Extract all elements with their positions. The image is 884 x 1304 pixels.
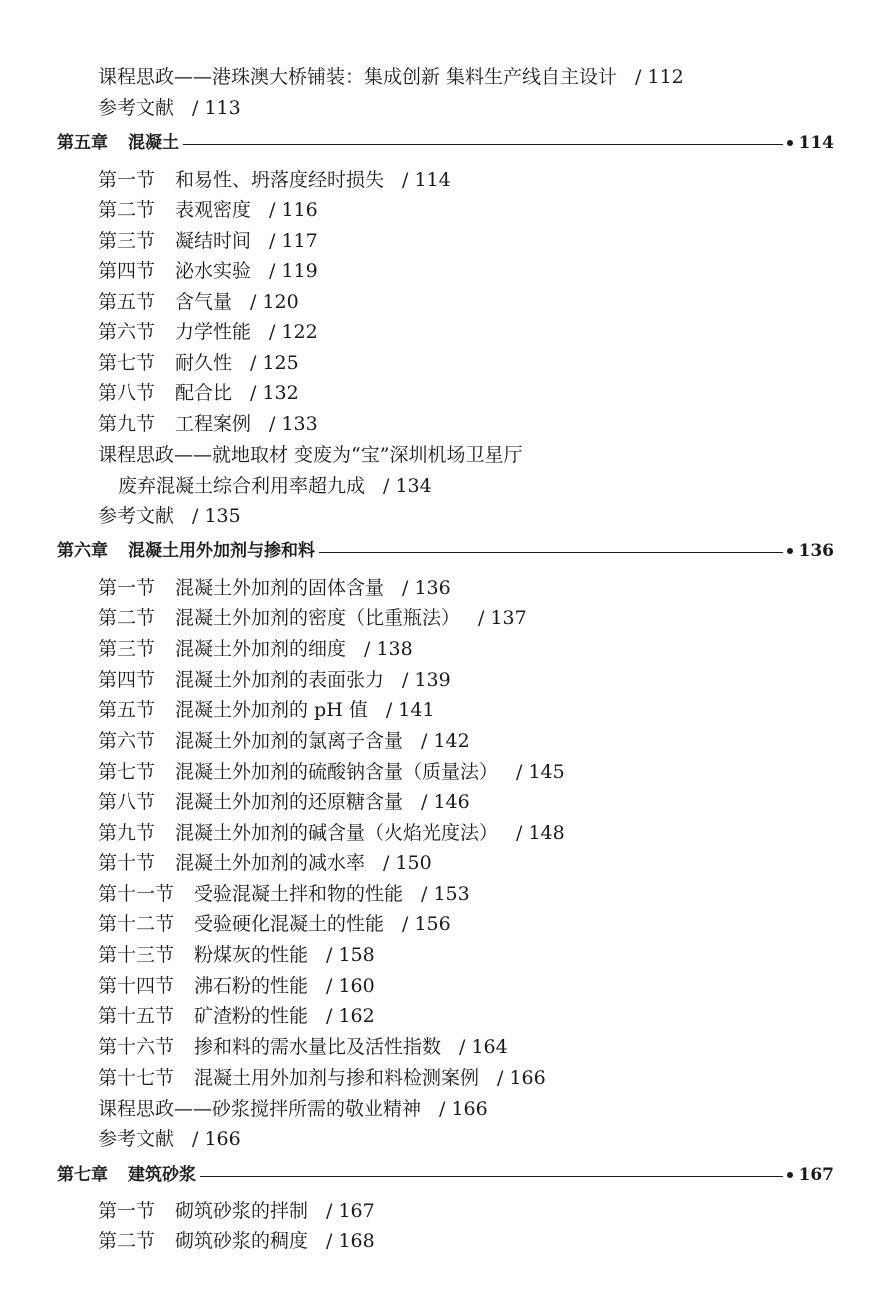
toc-entry[interactable] <box>98 699 435 721</box>
page-reference: / 125 <box>250 352 299 374</box>
page-reference: / 166 <box>497 1067 546 1089</box>
toc-entry[interactable] <box>98 913 451 935</box>
toc-entry[interactable] <box>98 66 684 88</box>
section-number: 第二节 <box>98 199 156 221</box>
toc-entry[interactable] <box>98 97 241 119</box>
chapter-heading[interactable] <box>57 132 834 154</box>
leader-dot <box>787 548 793 554</box>
page-reference: / 158 <box>326 944 375 966</box>
section-title: 表观密度 <box>175 199 252 221</box>
page-reference: / 116 <box>269 199 318 221</box>
page-reference: / 120 <box>250 291 299 313</box>
section-number: 第七节 <box>98 761 156 783</box>
page-reference: / 135 <box>192 505 241 527</box>
page-reference: / 160 <box>326 975 375 997</box>
toc-entry[interactable] <box>98 230 318 252</box>
section-number: 第十一节 <box>98 883 175 905</box>
section-title: 混凝土外加剂的氯离子含量 <box>175 730 404 752</box>
leader-dot <box>787 140 793 146</box>
section-title: 混凝土外加剂的细度 <box>175 638 347 660</box>
toc-entry[interactable] <box>98 1128 241 1150</box>
page-reference: / 164 <box>459 1036 508 1058</box>
section-number: 第九节 <box>98 822 156 844</box>
page-reference: / 148 <box>516 822 565 844</box>
section-title: 混凝土外加剂的减水率 <box>175 852 366 874</box>
section-title: 力学性能 <box>175 321 252 343</box>
section-title: 砌筑砂浆的稠度 <box>175 1230 309 1252</box>
toc-entry[interactable] <box>98 852 432 874</box>
section-number: 第二节 <box>98 1230 156 1252</box>
chapter-number: 第六章 <box>57 541 108 561</box>
toc-entry[interactable] <box>98 638 413 660</box>
toc-entry[interactable] <box>98 505 241 527</box>
page-reference: / 122 <box>269 321 318 343</box>
toc-entry[interactable] <box>98 169 451 191</box>
page-reference: / 153 <box>421 883 470 905</box>
section-title: 混凝土外加剂的碱含量（火焰光度法） <box>175 822 499 844</box>
leader-line <box>319 552 783 553</box>
section-title: 受验混凝土拌和物的性能 <box>194 883 404 905</box>
section-number: 第十五节 <box>98 1005 175 1027</box>
section-title: 掺和料的需水量比及活性指数 <box>194 1036 442 1058</box>
toc-entry[interactable] <box>98 352 299 374</box>
section-number: 第五节 <box>98 291 156 313</box>
chapter-page-number: 167 <box>798 1165 834 1185</box>
toc-entry[interactable] <box>98 413 318 435</box>
section-title: 含气量 <box>175 291 233 313</box>
toc-entry[interactable] <box>98 607 527 629</box>
section-number: 第八节 <box>98 791 156 813</box>
section-number: 第三节 <box>98 638 156 660</box>
section-title: 混凝土外加剂的表面张力 <box>175 669 385 691</box>
section-title: 废弃混凝土综合利用率超九成 <box>118 475 366 497</box>
page-reference: / 156 <box>402 913 451 935</box>
chapter-page-number: 136 <box>798 541 834 561</box>
section-title: 参考文献 <box>98 97 175 119</box>
chapter-title: 混凝土用外加剂与掺和料 <box>128 541 315 561</box>
section-title: 混凝土外加剂的硫酸钠含量（质量法） <box>175 761 499 783</box>
chapter-page-number: 114 <box>798 133 834 153</box>
chapter-title: 混凝土 <box>128 133 179 153</box>
section-number: 第十六节 <box>98 1036 175 1058</box>
section-number: 第四节 <box>98 669 156 691</box>
section-number: 第五节 <box>98 699 156 721</box>
page-reference: / 113 <box>192 97 241 119</box>
section-number: 第十七节 <box>98 1067 175 1089</box>
page-reference: / 114 <box>402 169 451 191</box>
page-reference: / 162 <box>326 1005 375 1027</box>
toc-entry[interactable] <box>98 1036 508 1058</box>
leader-dot <box>787 1172 793 1178</box>
section-number: 第一节 <box>98 169 156 191</box>
section-number: 第二节 <box>98 607 156 629</box>
section-title: 矿渣粉的性能 <box>194 1005 309 1027</box>
section-title: 耐久性 <box>175 352 233 374</box>
section-title: 受验硬化混凝土的性能 <box>194 913 385 935</box>
toc-entry[interactable] <box>98 669 451 691</box>
chapter-heading[interactable] <box>57 540 834 562</box>
page-reference: / 137 <box>478 607 527 629</box>
section-number: 第四节 <box>98 260 156 282</box>
section-number: 第一节 <box>98 577 156 599</box>
section-title: 混凝土外加剂的固体含量 <box>175 577 385 599</box>
section-title: 配合比 <box>175 382 233 404</box>
section-title: 凝结时间 <box>175 230 252 252</box>
section-number: 第三节 <box>98 230 156 252</box>
leader-line <box>200 1176 783 1177</box>
section-title: 参考文献 <box>98 1128 175 1150</box>
toc-entry[interactable] <box>98 944 375 966</box>
page-reference: / 138 <box>364 638 413 660</box>
toc-entry[interactable] <box>98 730 470 752</box>
chapter-title: 建筑砂浆 <box>128 1165 196 1185</box>
section-number: 第十节 <box>98 852 156 874</box>
section-title: 沸石粉的性能 <box>194 975 309 997</box>
toc-entry[interactable] <box>98 1200 375 1222</box>
page-reference: / 146 <box>421 791 470 813</box>
section-title: 和易性、坍落度经时损失 <box>175 169 385 191</box>
toc-entry[interactable] <box>98 1005 375 1027</box>
toc-entry[interactable] <box>98 577 451 599</box>
chapter-heading[interactable] <box>57 1164 834 1186</box>
section-title: 课程思政——砂浆搅拌所需的敬业精神 <box>98 1098 422 1120</box>
toc-entry[interactable] <box>98 791 470 813</box>
section-number: 第七节 <box>98 352 156 374</box>
page-reference: / 139 <box>402 669 451 691</box>
section-number: 第十三节 <box>98 944 175 966</box>
chapter-number: 第七章 <box>57 1165 108 1185</box>
page-reference: / 132 <box>250 382 299 404</box>
section-title: 工程案例 <box>175 413 252 435</box>
section-number: 第八节 <box>98 382 156 404</box>
page-reference: / 134 <box>383 475 432 497</box>
toc-entry[interactable] <box>98 199 318 221</box>
page-reference: / 119 <box>269 260 318 282</box>
toc-entry[interactable] <box>98 883 470 905</box>
section-title: 课程思政——就地取材 变废为“宝”深圳机场卫星厅 <box>98 444 523 466</box>
page-reference: / 133 <box>269 413 318 435</box>
page-reference: / 117 <box>269 230 318 252</box>
section-title: 混凝土用外加剂与掺和料检测案例 <box>194 1067 480 1089</box>
page-reference: / 150 <box>383 852 432 874</box>
toc-entry[interactable] <box>98 822 565 844</box>
section-title: 混凝土外加剂的 pH 值 <box>175 699 368 721</box>
toc-entry[interactable] <box>98 1230 375 1252</box>
section-title: 砌筑砂浆的拌制 <box>175 1200 309 1222</box>
toc-entry[interactable] <box>98 291 299 313</box>
section-title: 课程思政——港珠澳大桥铺装：集成创新 集料生产线自主设计 <box>98 66 618 88</box>
section-title: 粉煤灰的性能 <box>194 944 309 966</box>
page-reference: / 142 <box>421 730 470 752</box>
chapter-number: 第五章 <box>57 133 108 153</box>
section-title: 参考文献 <box>98 505 175 527</box>
page-reference: / 141 <box>385 699 435 721</box>
section-number: 第一节 <box>98 1200 156 1222</box>
toc-entry[interactable] <box>98 382 299 404</box>
toc-entry-continuation[interactable] <box>118 475 432 497</box>
toc-entry[interactable] <box>98 1098 488 1120</box>
page-reference: / 145 <box>516 761 565 783</box>
toc-entry[interactable] <box>98 260 318 282</box>
section-number: 第九节 <box>98 413 156 435</box>
section-title: 混凝土外加剂的密度（比重瓶法） <box>175 607 461 629</box>
toc-entry[interactable] <box>98 321 318 343</box>
toc-entry[interactable] <box>98 975 375 997</box>
page-reference: / 136 <box>402 577 451 599</box>
toc-entry[interactable] <box>98 1067 546 1089</box>
page-reference: / 112 <box>635 66 684 88</box>
toc-entry[interactable] <box>98 761 565 783</box>
section-number: 第十四节 <box>98 975 175 997</box>
toc-entry[interactable] <box>98 444 522 466</box>
page-reference: / 167 <box>326 1200 375 1222</box>
section-title: 混凝土外加剂的还原糖含量 <box>175 791 404 813</box>
section-number: 第十二节 <box>98 913 175 935</box>
page-reference: / 166 <box>192 1128 241 1150</box>
section-number: 第六节 <box>98 730 156 752</box>
leader-line <box>183 144 783 145</box>
section-number: 第六节 <box>98 321 156 343</box>
page-reference: / 168 <box>326 1230 375 1252</box>
section-title: 泌水实验 <box>175 260 252 282</box>
page-reference: / 166 <box>439 1098 488 1120</box>
